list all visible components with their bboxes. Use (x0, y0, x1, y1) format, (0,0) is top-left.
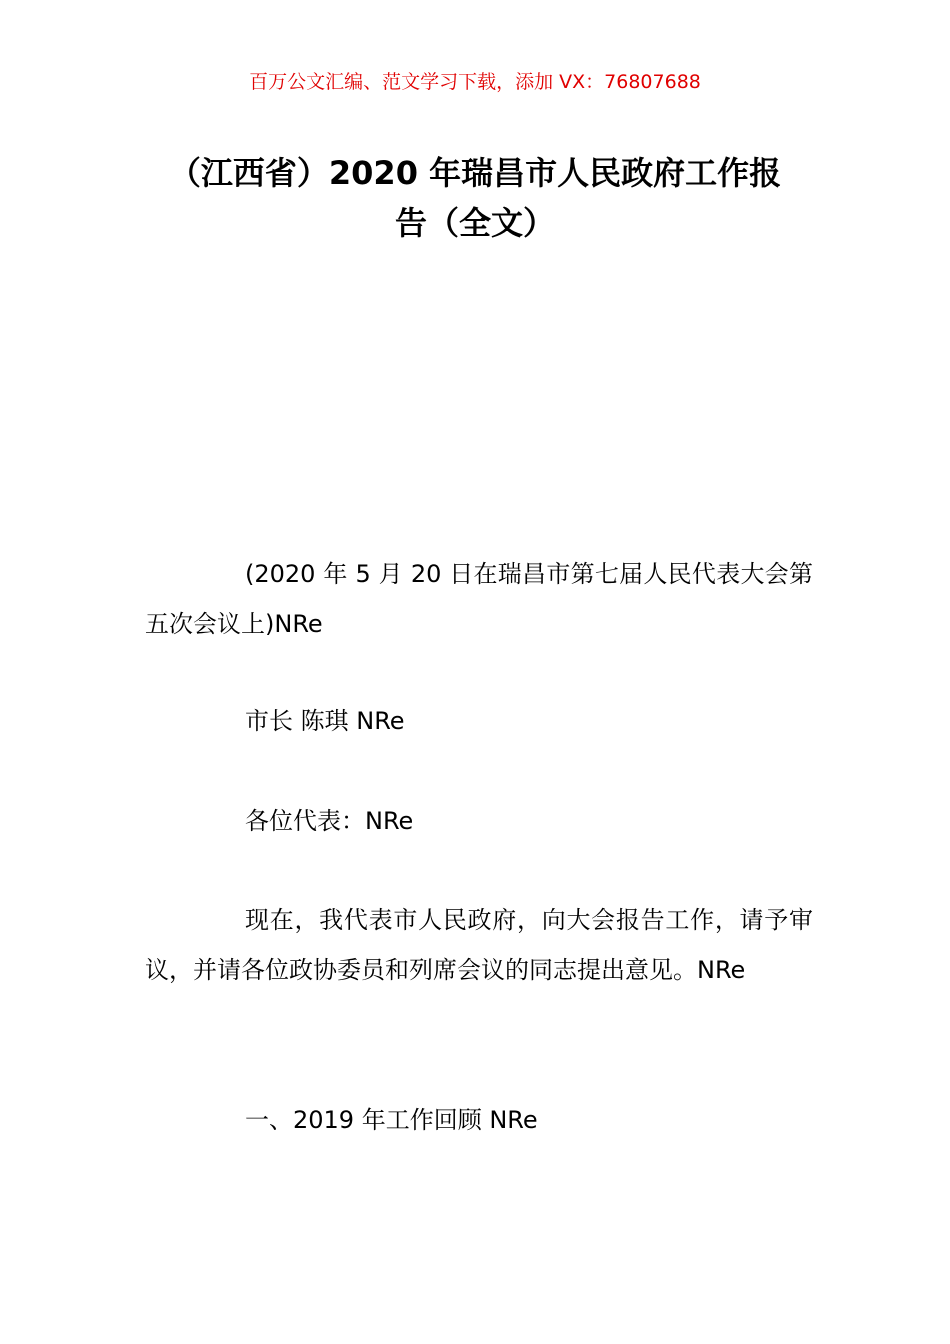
document-title-line-2: 告（全文） (394, 204, 555, 242)
document-title-line-1: （江西省）2020 年瑞昌市人民政府工作报 (168, 154, 782, 192)
date-line-paragraph: (2020 年 5 月 20 日在瑞昌市第七届人民代表大会第五次会议上)NRe (145, 560, 813, 638)
header-note: 百万公文汇编、范文学习下载，添加 VX：76807688 (249, 71, 701, 93)
salutation-paragraph: 各位代表：NRe (245, 807, 414, 835)
mayor-line-paragraph: 市长 陈琪 NRe (245, 707, 405, 735)
intro-paragraph: 现在，我代表市人民政府，向大会报告工作，请予审议，并请各位政协委员和列席会议的同志提出意见。NRe (145, 906, 813, 984)
section-heading: 一、2019 年工作回顾 NRe (245, 1106, 538, 1134)
document-title (140, 148, 810, 248)
